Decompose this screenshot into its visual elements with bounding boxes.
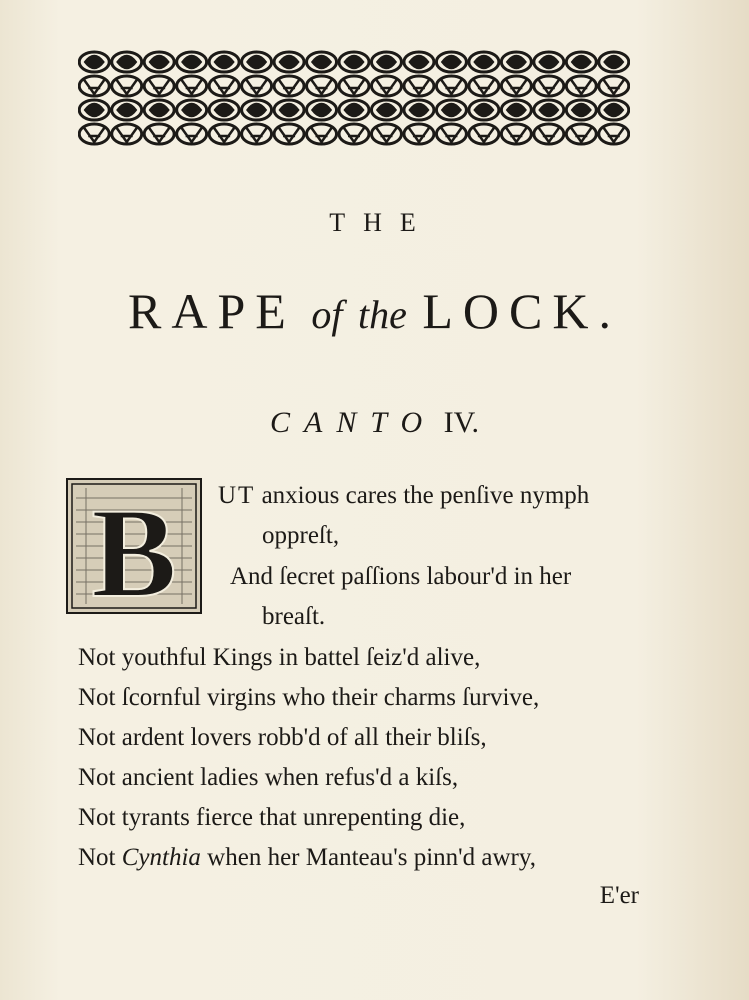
fleuron-icon: [144, 124, 174, 144]
fleuron-icon: [566, 100, 596, 120]
verse-line-6: Not ſcornful virgins who their charms ſurvive,: [78, 684, 540, 711]
fleuron-icon: [177, 124, 207, 144]
fleuron-icon: [339, 124, 369, 144]
fleuron-icon: [339, 76, 369, 96]
fleuron-icon: [307, 100, 337, 120]
fleuron-icon: [177, 76, 207, 96]
title-of: of: [311, 292, 343, 337]
fleuron-icon: [112, 52, 142, 72]
fleuron-icon: [501, 124, 531, 144]
fleuron-icon: [209, 52, 239, 72]
fleuron-icon: [534, 124, 564, 144]
verse-line-1: [218, 482, 589, 510]
fleuron-icon: [209, 100, 239, 120]
fleuron-icon: [566, 52, 596, 72]
verse-line-10-italic: Cynthia: [121, 844, 201, 871]
ornamental-initial-icon: [66, 478, 202, 614]
fleuron-icon: [566, 124, 596, 144]
verse-line-8: Not ancient ladies when refus'd a kiſs,: [78, 764, 459, 791]
verse-line-9: Not tyrants fierce that unrepenting die,: [78, 804, 466, 831]
fleuron-icon: [339, 100, 369, 120]
verse-line-4: breaſt.: [262, 603, 326, 630]
fleuron-icon: [404, 100, 434, 120]
fleuron-icon: [307, 124, 337, 144]
fleuron-icon: [307, 52, 337, 72]
fleuron-icon: [436, 76, 466, 96]
fleuron-icon: [274, 52, 304, 72]
verse-line-10-pre: Not: [78, 844, 122, 871]
fleuron-icon: [79, 52, 109, 72]
fleuron-icon: [144, 100, 174, 120]
fleuron-icon: [112, 76, 142, 96]
fleuron-icon: [144, 52, 174, 72]
fleuron-icon: [371, 124, 401, 144]
fleuron-icon: [112, 124, 142, 144]
canto-numeral: IV.: [443, 406, 479, 439]
verse-line-10: [78, 844, 536, 872]
fleuron-icon: [79, 100, 109, 120]
fleuron-icon: [404, 76, 434, 96]
fleuron-icon: [469, 124, 499, 144]
fleuron-icon: [371, 76, 401, 96]
fleuron-icon: [404, 124, 434, 144]
fleuron-icon: [79, 76, 109, 96]
fleuron-icon: [79, 124, 109, 144]
fleuron-icon: [436, 52, 466, 72]
verse-line-1-rest: anxious cares the penſive nymph: [255, 482, 590, 509]
fleuron-icon: [436, 124, 466, 144]
fleuron-icon: [599, 52, 629, 72]
fleuron-icon: [469, 52, 499, 72]
fleuron-icon: [274, 100, 304, 120]
canto-heading: [0, 406, 749, 440]
fleuron-icon: [469, 76, 499, 96]
dropcap-letter: B: [91, 482, 177, 614]
verse-line-5: Not youthful Kings in battel ſeiz'd alive,: [78, 644, 481, 671]
fleuron-icon: [566, 76, 596, 96]
verse-line-2: oppreſt,: [262, 522, 340, 549]
fleuron-icon: [177, 52, 207, 72]
fleuron-icon: [501, 52, 531, 72]
fleuron-icon: [242, 100, 272, 120]
fleuron-icon: [242, 76, 272, 96]
fleuron-icon: [371, 100, 401, 120]
fleuron-icon: [599, 124, 629, 144]
fleuron-icon: [469, 100, 499, 120]
fleuron-icon: [599, 100, 629, 120]
verse-line-7: Not ardent lovers robb'd of all their bliſs,: [78, 724, 487, 751]
fleuron-icon: [112, 100, 142, 120]
verse-line-3: And ſecret paſſions labour'd in her: [230, 563, 572, 590]
fleuron-icon: [307, 76, 337, 96]
fleuron-icon: [209, 76, 239, 96]
title-rape: RAPE: [128, 283, 296, 339]
fleuron-icon: [144, 76, 174, 96]
fleuron-icon: [599, 76, 629, 96]
fleuron-icon: [209, 124, 239, 144]
fleuron-icon: [534, 100, 564, 120]
verse-line-10-post: when her Manteau's pinn'd awry,: [200, 844, 536, 871]
title-the: the: [357, 292, 407, 337]
fleuron-icon: [274, 124, 304, 144]
fleuron-icon: [274, 76, 304, 96]
fleuron-icon: [436, 100, 466, 120]
fleuron-icon: [177, 100, 207, 120]
fleuron-icon: [501, 76, 531, 96]
page-title: [0, 282, 749, 340]
fleuron-icon: [501, 100, 531, 120]
fleuron-icon: [534, 52, 564, 72]
fleuron-icon: [339, 52, 369, 72]
fleuron-icon: [534, 76, 564, 96]
catchword: E'er: [599, 882, 639, 909]
fleuron-icon: [371, 52, 401, 72]
heading-the: THE: [329, 208, 434, 237]
title-lock: LOCK.: [422, 283, 621, 339]
fleuron-icon: [404, 52, 434, 72]
verse-line-1-lead: UT: [218, 482, 256, 509]
ornamental-headpiece-icon: [78, 50, 630, 150]
fleuron-icon: [242, 124, 272, 144]
fleuron-icon: [242, 52, 272, 72]
canto-word: CANTO: [270, 406, 437, 439]
